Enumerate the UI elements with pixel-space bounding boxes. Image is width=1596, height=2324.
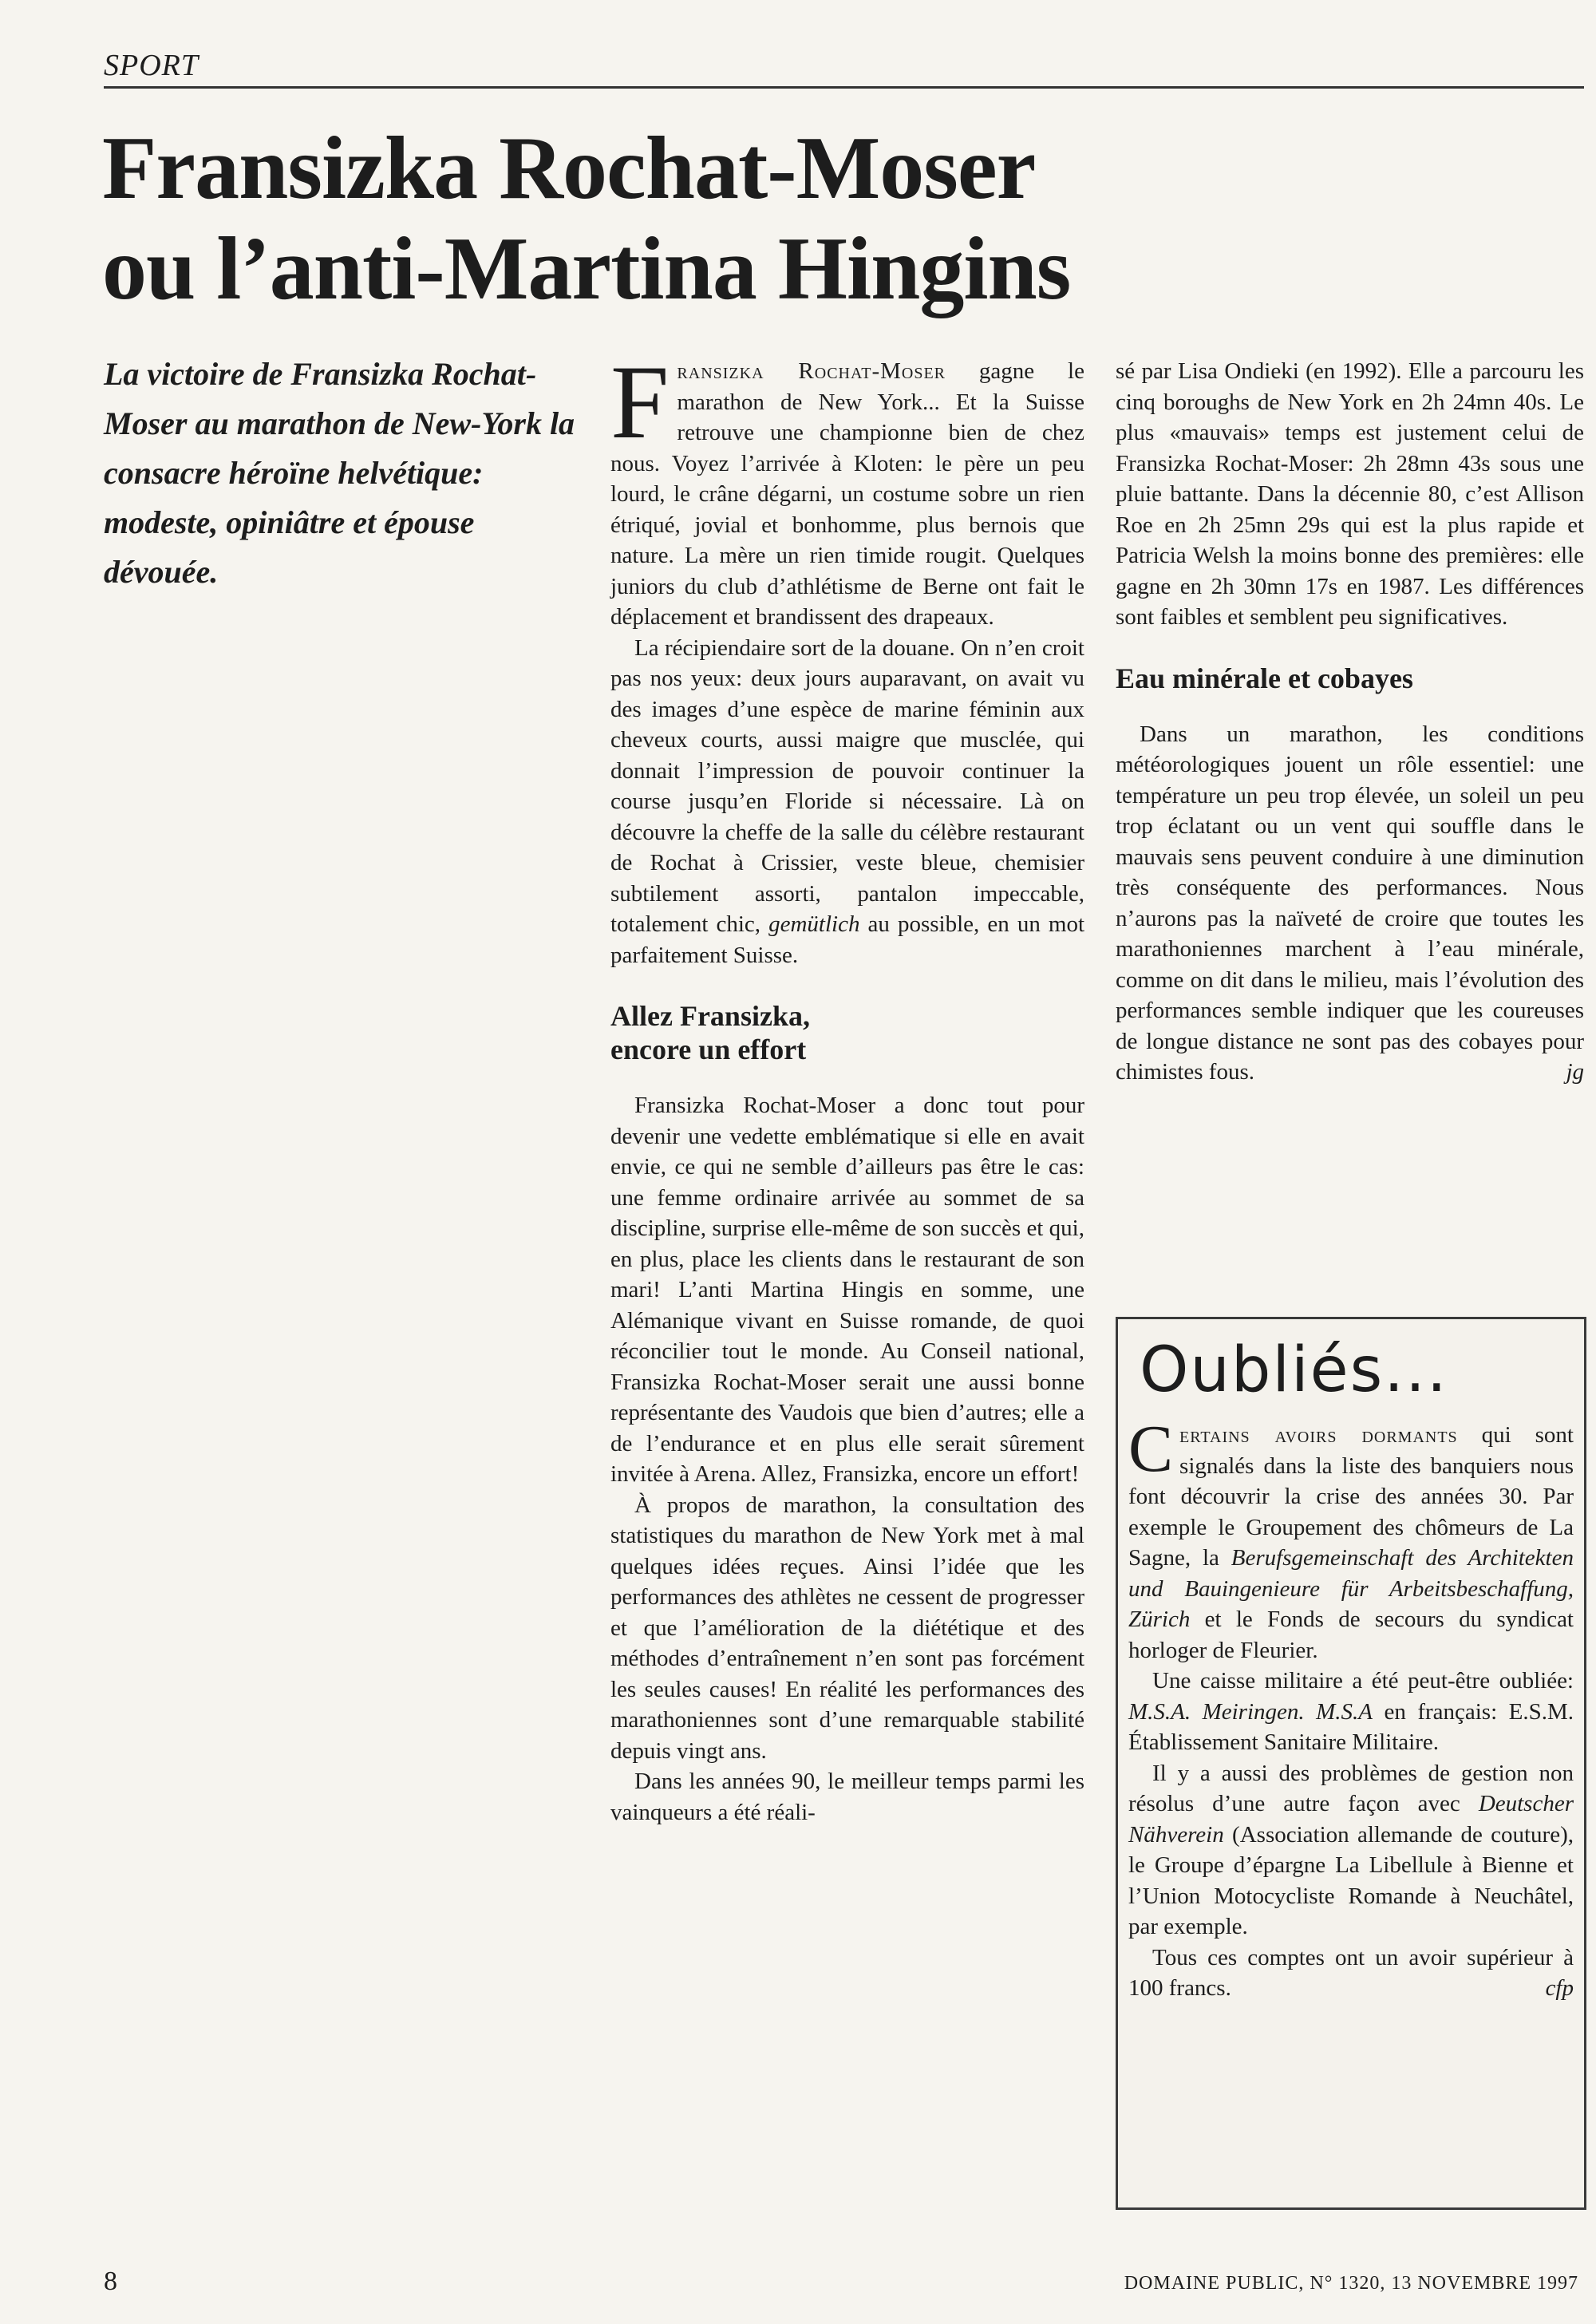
page-number: 8 bbox=[104, 2267, 117, 2296]
subheading-2: Eau minérale et cobayes bbox=[1116, 662, 1413, 694]
article-paragraph-4: À propos de marathon, la consultation des statistiques du marathon de New York met à mal quelques idées reçues. Ainsi l’idée que les performances des athlètes ne cessent de progresser et que l’amélioration de la diététique et des méthodes d’entraînement n’en sont pas forcément les seules causes! En réalité les performances des marathoniennes sont d’une remarquable stabilité depuis vingt ans. bbox=[610, 1492, 1084, 1764]
subheading-line: encore un effort bbox=[610, 1034, 807, 1065]
subheading-1 bbox=[610, 999, 1084, 1066]
subheading-line: Allez Fransizka, bbox=[610, 1000, 810, 1032]
opening-small-caps: ertains avoirs dormants bbox=[1179, 1422, 1458, 1448]
article-column-1 bbox=[610, 343, 1085, 1828]
sidebar-paragraph-2 bbox=[1128, 1666, 1574, 1758]
paragraph-text: en français: E.S.M. Établissement Sanitaire Militaire. bbox=[1128, 1698, 1574, 1755]
header-rule bbox=[104, 86, 1584, 89]
lede: La victoire de Fransizka Rochat-Moser au marathon de New-York la consacre héroïne helvétique: modeste, opiniâtre et épouse dévouée. bbox=[104, 356, 575, 590]
italic-term: gemütlich bbox=[768, 911, 860, 937]
italic-term: M.S.A. Meiringen. M.S.A bbox=[1128, 1698, 1373, 1725]
paragraph-text: Dans un marathon, les conditions météorologiques jouent un rôle essentiel: une température un peu trop élevée, un soleil un peu trop éclatant ou un vent qui souffle dans le mauvais sens peuvent conduire à une diminution très conséquente des performances. Nous n’aurons pas la naïveté de croire que toutes les marathoniennes marchent à l’eau minérale, comme on dit dans le milieu, mais l’évolution des performances semble indiquer que les coureuses de longue distance ne sont pas des cobayes pour chimistes fous. bbox=[1116, 721, 1584, 1085]
paragraph-text: et le Fonds de secours du syndicat horloger de Fleurier. bbox=[1128, 1607, 1574, 1663]
article-paragraph-3: Fransizka Rochat-Moser a donc tout pour devenir une vedette emblématique si elle en avait envie, ce qui ne semble d’ailleurs pas être le cas: une femme ordinaire arrivée au sommet de sa discipline, surprise elle-même de son succès et qui, en plus, place les clients dans le restaurant de son mari! L’anti Martina Hingis en somme, une Alémanique vivant en Suisse romande, de quoi réconcilier tout le monde. Au Conseil national, Fransizka Rochat-Moser serait une aussi bonne représentante des Vaudois que bien d’autres; elle a de l’endurance et en plus elle serait sûrement invitée à Arena. Allez, Fransizka, encore un effort! bbox=[610, 1093, 1084, 1487]
paragraph-text: qui sont signalés dans la liste des banquiers nous font découvrir la crise des années 30. Par exemple le Groupement des chômeurs de La Sagne, la bbox=[1128, 1422, 1574, 1571]
paragraph-text: La récipiendaire sort de la douane. On n’en croit pas nos yeux: deux jours auparavant, on avait vu des images d’une espèce de marine féminin aux cheveux courts, aussi maigre que musclée, qui donnait l’impression de pouvoir continuer la course jusqu’en Floride si nécessaire. Là on découvre la cheffe de la salle du célèbre restaurant de Rochat à Crissier, veste bleue, chemisier subtilement assorti, pantalon impeccable, totalement chic, bbox=[610, 634, 1084, 937]
paragraph-text: gagne le marathon de New York... Et la Suisse retrouve une championne bien de chez nous. Voyez l’arrivée à Kloten: le père un peu lourd, le crâne dégarni, un costume sobre un rien étriqué, jovial et bonhomme, plus bernois que nature. La mère un rien timide rougit. Quelques juniors du club d’athlétisme de Berne ont fait le déplacement et brandissent des drapeaux. bbox=[610, 358, 1084, 630]
article-paragraph-1 bbox=[610, 343, 1084, 633]
section-label: SPORT bbox=[104, 49, 199, 82]
article-paragraph-5-start: Dans les années 90, le meilleur temps parmi les vainqueurs a été réali- bbox=[610, 1769, 1084, 1825]
italic-term: Berufsgemeinschaft des Architekten und Bauingenieure für Arbeitsbeschaffung, Zürich bbox=[1128, 1545, 1574, 1632]
drop-cap: F bbox=[610, 343, 670, 460]
article-paragraph-6 bbox=[1116, 719, 1584, 1088]
headline-line-1: Fransizka Rochat-Moser bbox=[102, 119, 1036, 218]
headline bbox=[102, 118, 1499, 319]
paragraph-text: Une caisse militaire a été peut-être oubliée: bbox=[1152, 1668, 1574, 1694]
sidebar-paragraph-4 bbox=[1128, 1943, 1574, 2004]
author-signature: jg bbox=[1566, 1059, 1584, 1085]
sidebar-paragraph-3 bbox=[1128, 1758, 1574, 1943]
publication-info: DOMAINE PUBLIC, N° 1320, 13 NOVEMBRE 1997 bbox=[1124, 2273, 1578, 2294]
article-paragraph-2 bbox=[610, 633, 1084, 971]
sidebar-signature: cfp bbox=[1545, 1975, 1574, 2001]
headline-line-2: ou l’anti-Martina Hingins bbox=[102, 219, 1071, 318]
sidebar-title: Oubliés... bbox=[1140, 1334, 1448, 1406]
italic-term: Deutscher Nähverein bbox=[1128, 1791, 1574, 1848]
paragraph-text: (Association allemande de couture), le Groupe d’épargne La Libellule à Bienne et l’Union Motocycliste Romande à Neuchâtel, par exemple. bbox=[1128, 1821, 1574, 1939]
paragraph-text: au possible, en un mot parfaitement Suisse. bbox=[610, 911, 1085, 968]
opening-small-caps: ransizka Rochat-Moser bbox=[677, 358, 946, 384]
paragraph-text: Il y a aussi des problèmes de gestion non résolus d’une autre façon avec bbox=[1128, 1760, 1574, 1816]
paragraph-text: Tous ces comptes ont un avoir supérieur à 100 francs. bbox=[1128, 1944, 1574, 2001]
article-paragraph-5-continued: sé par Lisa Ondieki (en 1992). Elle a parcouru les cinq boroughs de New York en 2h 24mn 40s. Le plus «mauvais» temps est justement celui de Fransizka Rochat-Moser: 2h 28mn 43s sous une pluie battante. Dans la décennie 80, c’est Allison Roe en 2h 25mn 29s qui est la plus rapide et Patricia Welsh la moins bonne des premières: elle gagne en 2h 30mn 17s en 1987. Les différences sont faibles et semblent peu significatives. bbox=[1116, 358, 1584, 630]
sidebar-box bbox=[1116, 1317, 1586, 2210]
article-column-2 bbox=[1116, 356, 1584, 1088]
sidebar-paragraph-1 bbox=[1128, 1412, 1574, 1666]
drop-cap: C bbox=[1128, 1412, 1174, 1486]
